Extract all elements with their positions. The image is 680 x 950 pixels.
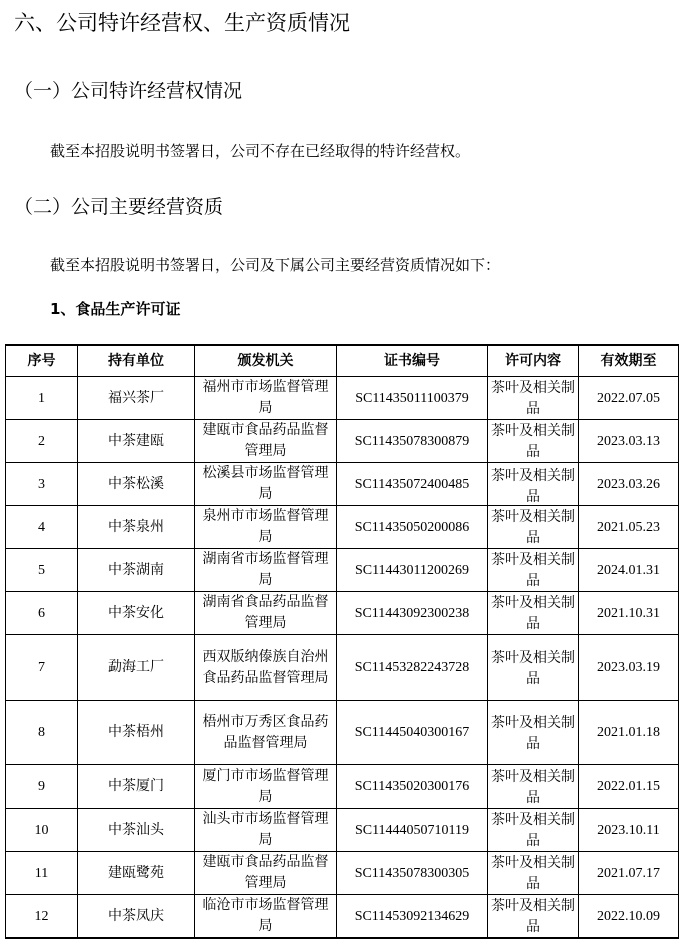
cell-cert: SC11445040300167	[337, 701, 488, 765]
license-table	[5, 344, 679, 939]
cell-issuer: 汕头市市场监督管理局	[195, 809, 337, 852]
cell-cert: SC11453092134629	[337, 895, 488, 939]
header-expiry: 有效期至	[579, 345, 679, 377]
cell-holder: 中茶厦门	[78, 765, 195, 809]
cell-no: 1	[6, 377, 78, 420]
cell-issuer: 福州市市场监督管理局	[195, 377, 337, 420]
cell-expiry: 2022.10.09	[579, 895, 679, 939]
cell-permit	[488, 765, 579, 809]
cell-no: 11	[6, 852, 78, 895]
cell-permit	[488, 506, 579, 549]
cell-permit	[488, 463, 579, 506]
cell-no: 4	[6, 506, 78, 549]
cell-expiry: 2021.01.18	[579, 701, 679, 765]
cell-expiry: 2023.03.13	[579, 420, 679, 463]
cell-permit	[488, 852, 579, 895]
cell-permit-text: 茶叶及相关制品	[491, 649, 575, 687]
cell-cert: SC11435078300879	[337, 420, 488, 463]
cell-cert: SC11435011100379	[337, 377, 488, 420]
header-cert: 证书编号	[337, 345, 488, 377]
header-no: 序号	[6, 345, 78, 377]
cell-cert: SC11443011200269	[337, 549, 488, 592]
header-holder: 持有单位	[78, 345, 195, 377]
table-row	[6, 765, 679, 809]
cell-permit-text: 茶叶及相关制品	[491, 423, 575, 460]
cell-issuer: 湖南省食品药品监督管理局	[195, 592, 337, 635]
cell-no: 8	[6, 701, 78, 765]
cell-issuer: 湖南省市场监督管理局	[195, 549, 337, 592]
license-table-container	[5, 344, 678, 939]
cell-cert: SC11443092300238	[337, 592, 488, 635]
cell-permit-text: 茶叶及相关制品	[491, 768, 575, 806]
cell-no: 2	[6, 420, 78, 463]
cell-expiry: 2024.01.31	[579, 549, 679, 592]
cell-issuer: 梧州市万秀区食品药品监督管理局	[195, 701, 337, 765]
section-heading: 六、公司特许经营权、生产资质情况	[14, 11, 350, 35]
cell-no: 7	[6, 635, 78, 701]
table-row	[6, 463, 679, 506]
table-row	[6, 701, 679, 765]
cell-no: 12	[6, 895, 78, 939]
cell-permit	[488, 635, 579, 701]
header-permit: 许可内容	[488, 345, 579, 377]
cell-holder: 中茶松溪	[78, 463, 195, 506]
subsection-2-text: 截至本招股说明书签署日，公司及下属公司主要经营资质情况如下：	[50, 256, 501, 274]
cell-no: 6	[6, 592, 78, 635]
cell-permit	[488, 420, 579, 463]
cell-permit	[488, 549, 579, 592]
cell-permit-text: 茶叶及相关制品	[491, 714, 575, 752]
cell-no: 5	[6, 549, 78, 592]
cell-expiry: 2021.10.31	[579, 592, 679, 635]
cell-holder: 中茶凤庆	[78, 895, 195, 939]
cell-expiry: 2022.07.05	[579, 377, 679, 420]
cell-holder: 建瓯鹭苑	[78, 852, 195, 895]
cell-permit-text: 茶叶及相关制品	[491, 812, 575, 849]
table-row	[6, 895, 679, 939]
cell-holder: 中茶安化	[78, 592, 195, 635]
cell-issuer: 松溪县市场监督管理局	[195, 463, 337, 506]
cell-holder: 福兴茶厂	[78, 377, 195, 420]
cell-permit-text: 茶叶及相关制品	[491, 595, 575, 632]
cell-permit-text: 茶叶及相关制品	[491, 898, 575, 935]
cell-holder: 勐海工厂	[78, 635, 195, 701]
cell-permit-text: 茶叶及相关制品	[491, 552, 575, 589]
cell-permit	[488, 592, 579, 635]
cell-no: 10	[6, 809, 78, 852]
cell-issuer: 西双版纳傣族自治州食品药品监督管理局	[195, 635, 337, 701]
cell-holder: 中茶泉州	[78, 506, 195, 549]
cell-expiry: 2021.05.23	[579, 506, 679, 549]
cell-cert: SC11444050710119	[337, 809, 488, 852]
cell-cert: SC11435050200086	[337, 506, 488, 549]
subsection-2-title: （二）公司主要经营资质	[14, 196, 224, 218]
cell-permit	[488, 895, 579, 939]
cell-expiry: 2023.03.26	[579, 463, 679, 506]
cell-permit	[488, 377, 579, 420]
cell-expiry: 2023.10.11	[579, 809, 679, 852]
table-row	[6, 549, 679, 592]
cell-issuer: 厦门市市场监督管理局	[195, 765, 337, 809]
cell-issuer: 临沧市市场监督管理局	[195, 895, 337, 939]
cell-expiry: 2023.03.19	[579, 635, 679, 701]
cell-issuer: 建瓯市食品药品监督管理局	[195, 852, 337, 895]
cell-expiry: 2021.07.17	[579, 852, 679, 895]
cell-issuer: 建瓯市食品药品监督管理局	[195, 420, 337, 463]
cell-holder: 中茶汕头	[78, 809, 195, 852]
cell-permit-text: 茶叶及相关制品	[491, 855, 575, 892]
table-row	[6, 852, 679, 895]
cell-holder: 中茶湖南	[78, 549, 195, 592]
cell-no: 3	[6, 463, 78, 506]
cell-holder: 中茶梧州	[78, 701, 195, 765]
table-row	[6, 377, 679, 420]
table-row	[6, 506, 679, 549]
cell-expiry: 2022.01.15	[579, 765, 679, 809]
table-row	[6, 420, 679, 463]
cell-holder: 中茶建瓯	[78, 420, 195, 463]
cell-issuer: 泉州市市场监督管理局	[195, 506, 337, 549]
cell-cert: SC11453282243728	[337, 635, 488, 701]
cell-cert: SC11435078300305	[337, 852, 488, 895]
table-row	[6, 635, 679, 701]
table-row	[6, 809, 679, 852]
cell-no: 9	[6, 765, 78, 809]
item-1-title: 1、食品生产许可证	[50, 300, 181, 318]
cell-permit	[488, 701, 579, 765]
table-header-row	[6, 345, 679, 377]
header-issuer: 颁发机关	[195, 345, 337, 377]
cell-permit-text: 茶叶及相关制品	[491, 509, 575, 546]
cell-permit-text: 茶叶及相关制品	[491, 380, 575, 417]
cell-cert: SC11435020300176	[337, 765, 488, 809]
table-row	[6, 592, 679, 635]
cell-permit	[488, 809, 579, 852]
cell-permit-text: 茶叶及相关制品	[491, 468, 575, 502]
cell-cert: SC11435072400485	[337, 463, 488, 506]
subsection-1-title: （一）公司特许经营权情况	[14, 80, 243, 102]
subsection-1-text: 截至本招股说明书签署日，公司不存在已经取得的特许经营权。	[50, 142, 471, 160]
